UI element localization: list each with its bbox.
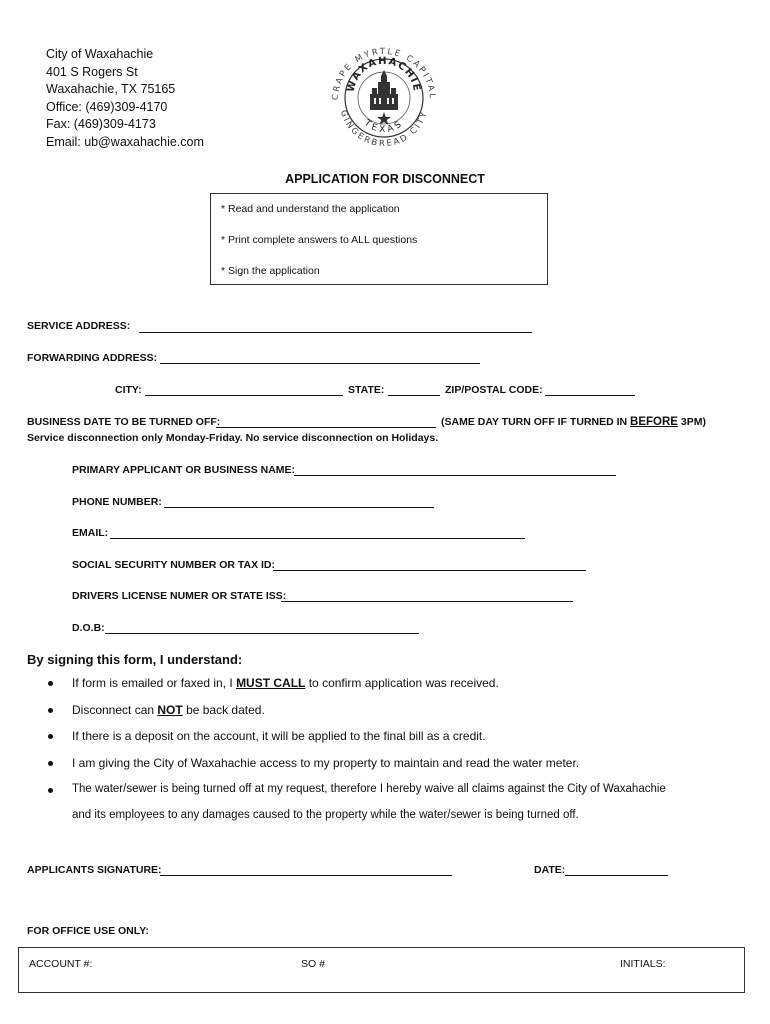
drivers-license-field[interactable]	[281, 601, 573, 602]
state-field[interactable]	[388, 395, 440, 396]
email-label: EMAIL:	[72, 527, 109, 539]
office-use-box	[18, 947, 745, 993]
zip-field[interactable]	[545, 395, 635, 396]
address-line: 401 S Rogers St	[46, 64, 138, 79]
bullet-icon	[48, 681, 53, 686]
service-note: Service disconnection only Monday-Friday. No service disconnection on Holidays.	[27, 432, 439, 444]
applicant-name-label: PRIMARY APPLICANT OR BUSINESS NAME:	[72, 464, 296, 476]
city-address-block	[46, 46, 204, 151]
applicant-name-field[interactable]	[294, 475, 616, 476]
signature-field[interactable]	[160, 875, 452, 876]
ssn-field[interactable]	[273, 570, 586, 571]
signature-label: APPLICANTS SIGNATURE:	[27, 864, 162, 876]
state-label: STATE:	[348, 384, 385, 396]
instructions-box	[210, 193, 548, 285]
forwarding-address-label: FORWARDING ADDRESS:	[27, 352, 158, 364]
instruction-item: * Print complete answers to ALL questions	[221, 234, 418, 246]
svg-text:GINGERBREAD CITY: GINGERBREAD CITY	[337, 109, 431, 150]
seal-icon	[326, 38, 442, 154]
bullet-icon	[48, 761, 53, 766]
service-address-label: SERVICE ADDRESS:	[27, 320, 131, 332]
city-seal-logo	[326, 38, 442, 154]
account-number-label: ACCOUNT #:	[29, 958, 93, 970]
svg-text:TEXAS: TEXAS	[362, 118, 406, 136]
zip-label: ZIP/POSTAL CODE:	[445, 384, 543, 396]
svg-text:WAXAHACHIE: WAXAHACHIE	[345, 55, 423, 94]
city-label: CITY:	[115, 384, 142, 396]
dob-field[interactable]	[105, 633, 419, 634]
drivers-license-label: DRIVERS LICENSE NUMER OR STATE ISS:	[72, 590, 287, 602]
initials-label: INITIALS:	[620, 958, 666, 970]
turn-off-date-label: BUSINESS DATE TO BE TURNED OFF:	[27, 416, 221, 428]
bullet-icon	[48, 734, 53, 739]
phone-label: PHONE NUMBER:	[72, 496, 162, 508]
forwarding-address-field[interactable]	[160, 363, 480, 364]
date-label: DATE:	[534, 864, 566, 876]
phone-field[interactable]	[164, 507, 434, 508]
svg-text:CRAPE MYRTLE CAPITAL: CRAPE MYRTLE CAPITAL	[330, 46, 438, 101]
email-field[interactable]	[110, 538, 525, 539]
bullet-icon	[48, 788, 53, 793]
email-link[interactable]: Email: ub@waxahachie.com	[46, 134, 204, 149]
address-line: Fax: (469)309-4173	[46, 117, 156, 131]
ssn-label: SOCIAL SECURITY NUMBER OR TAX ID:	[72, 559, 276, 571]
office-use-heading: FOR OFFICE USE ONLY:	[27, 925, 149, 937]
address-line: City of Waxahachie	[46, 47, 154, 61]
turn-off-date-field[interactable]	[216, 427, 436, 428]
agreement-heading: By signing this form, I understand:	[27, 652, 243, 667]
instruction-item: * Read and understand the application	[221, 203, 400, 215]
bullet-icon	[48, 708, 53, 713]
city-field[interactable]	[145, 395, 343, 396]
dob-label: D.O.B:	[72, 622, 105, 634]
form-title: APPLICATION FOR DISCONNECT	[285, 172, 485, 186]
so-number-label: SO #	[301, 958, 325, 970]
address-line: Office: (469)309-4170	[46, 99, 168, 114]
same-day-note: (SAME DAY TURN OFF IF TURNED IN BEFORE 3PM)	[441, 416, 706, 428]
instruction-item: * Sign the application	[221, 265, 320, 277]
address-line: Waxahachie, TX 75165	[46, 82, 176, 96]
service-address-field[interactable]	[139, 332, 532, 333]
date-field[interactable]	[565, 875, 668, 876]
